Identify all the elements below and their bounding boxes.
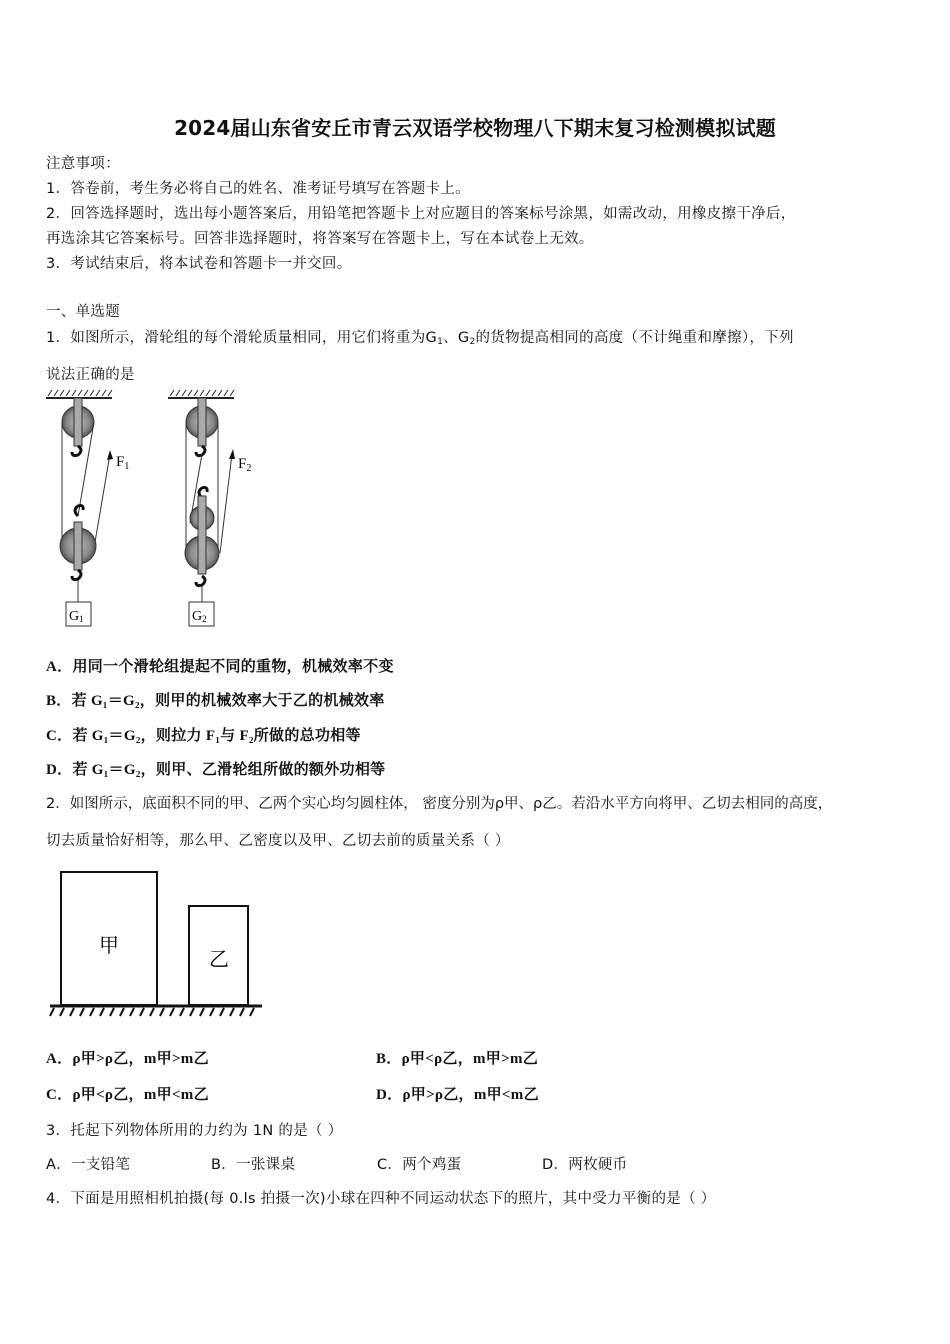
question-2-text-cont: 切去质量恰好相等，那么甲、乙密度以及甲、乙切去前的质量关系（ ） <box>46 833 510 849</box>
question-number: 1． <box>46 330 71 346</box>
q2-option-a[interactable]: A．ρ甲>ρ乙，m甲>m乙 <box>46 1051 209 1067</box>
q1-text-b: 、G <box>443 330 470 346</box>
question-3-text: 3．托起下列物体所用的力约为 1N 的是（ ） <box>46 1123 343 1139</box>
q2-option-c[interactable]: C．ρ甲<ρ乙，m甲<m乙 <box>46 1087 209 1103</box>
yi-label: 乙 <box>209 947 229 971</box>
q3-option-c[interactable]: C．两个鸡蛋 <box>377 1157 462 1173</box>
f1-label: $F_1$ <box>116 454 130 472</box>
question-1-text: 1．如图所示，滑轮组的每个滑轮质量相同，用它们将重为$G_1$、$G_2$的货物提高相同的高度（不计绳重和摩擦），下列 <box>46 330 794 347</box>
notice-item-2: 2．回答选择题时，选出每小题答案后，用铅笔把答题卡上对应题目的答案标号涂黑，如需改动，用橡皮擦干净后， <box>46 206 796 222</box>
cylinders-figure <box>44 866 269 1021</box>
q1-option-d[interactable]: D．若 G₁＝G₂，则甲、乙滑轮组所做的额外功相等 <box>46 762 386 778</box>
question-2-text: 2．如图所示，底面积不同的甲、乙两个实心均匀圆柱体， 密度分别为ρ甲、ρ乙。若沿水平方向将甲、乙切去相同的高度， <box>46 796 833 812</box>
q3-option-d[interactable]: D．两枚硬币 <box>542 1157 628 1173</box>
notice-item-3: 3．考试结束后，将本试卷和答题卡一并交回。 <box>46 256 352 272</box>
q2-option-b[interactable]: B．ρ甲<ρ乙，m甲>m乙 <box>376 1051 539 1067</box>
notice-heading: 注意事项： <box>46 156 120 172</box>
g2-label: G2 <box>192 609 207 624</box>
q3-option-b[interactable]: B．一张课桌 <box>211 1157 296 1173</box>
q1-option-c[interactable]: C．若 G₁＝G₂，则拉力 F₁与 F₂所做的总功相等 <box>46 728 361 744</box>
g1-label: G1 <box>69 609 84 624</box>
notice-item-2-cont: 再选涂其它答案标号。回答非选择题时，将答案写在答题卡上，写在本试卷上无效。 <box>46 231 594 247</box>
jia-label: 甲 <box>99 933 119 957</box>
q3-option-a[interactable]: A．一支铅笔 <box>46 1157 131 1173</box>
q1-option-a[interactable]: A．用同一个滑轮组提起不同的重物，机械效率不变 <box>46 659 394 675</box>
question-4-text: 4．下面是用照相机拍摄(每 0.ls 拍摄一次)小球在四种不同运动状态下的照片，其中受力平衡的是（ ） <box>46 1191 716 1207</box>
page-title: 2024届山东省安丘市青云双语学校物理八下期末复习检测模拟试题 <box>174 116 776 140</box>
notice-item-1: 1．答卷前，考生务必将自己的姓名、准考证号填写在答题卡上。 <box>46 181 470 197</box>
q1-text-c: 的货物提高相同的高度（不计绳重和摩擦），下列 <box>475 330 794 346</box>
q1-option-b[interactable]: B．若 G₁＝G₂，则甲的机械效率大于乙的机械效率 <box>46 693 385 709</box>
question-1-text-cont: 说法正确的是 <box>46 367 135 383</box>
section-heading: 一、单选题 <box>46 304 120 320</box>
f2-label: $F_2$ <box>238 456 252 474</box>
q2-option-d[interactable]: D．ρ甲>ρ乙，m甲<m乙 <box>376 1087 539 1103</box>
pulley-figure <box>40 388 280 633</box>
q1-text-a: 如图所示，滑轮组的每个滑轮质量相同，用它们将重为G <box>70 330 438 346</box>
